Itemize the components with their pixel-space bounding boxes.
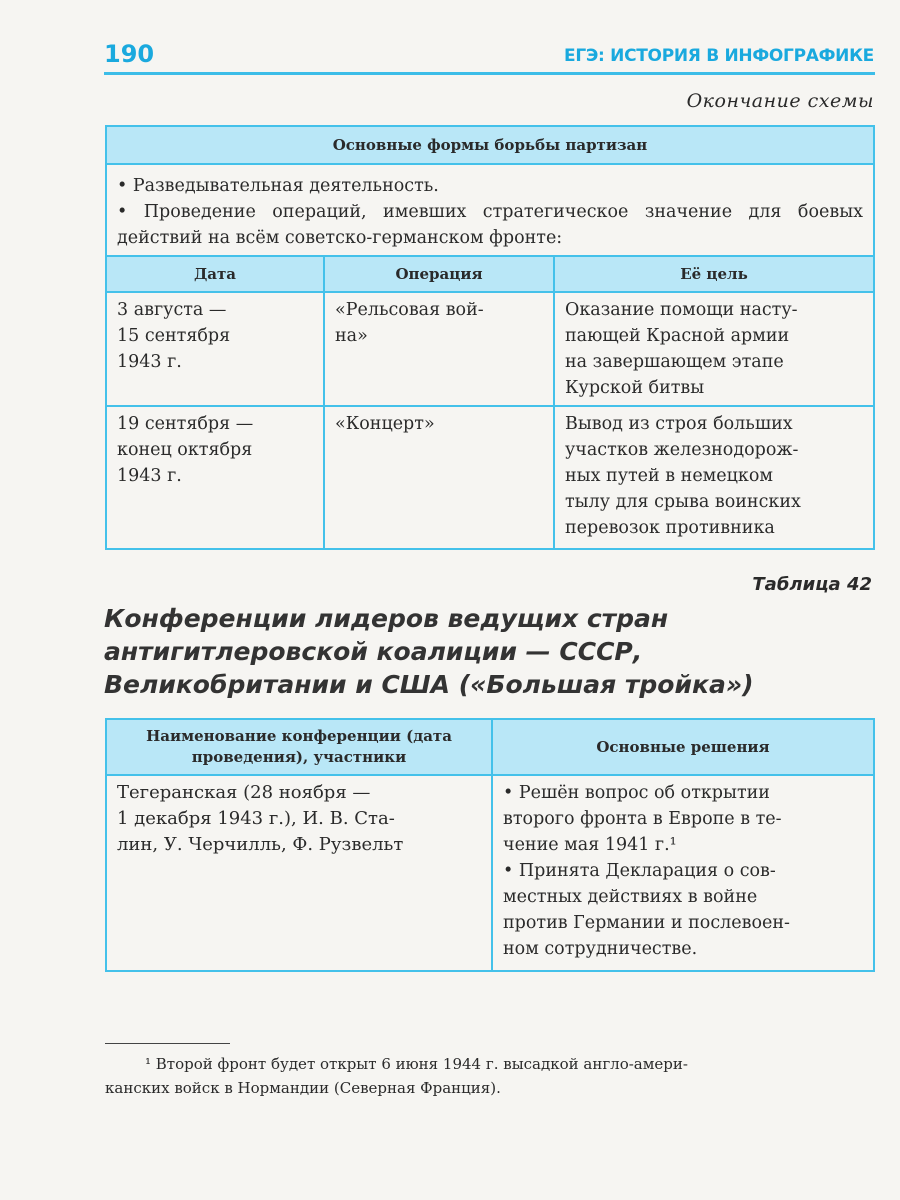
- goal-cell: Оказание помощи насту- пающей Красной армии на завершающем этапе Курской битвы: [554, 292, 874, 406]
- table-row: [106, 292, 874, 406]
- date-cell: 19 сентября — конец октября 1943 г.: [106, 406, 324, 549]
- conferences-table: [105, 718, 875, 972]
- partisan-scheme-table: [105, 125, 875, 550]
- footnote-divider: [105, 1043, 230, 1044]
- scheme-bullets: [106, 164, 874, 256]
- operation-cell: «Рельсовая вой- на»: [324, 292, 554, 406]
- column-header-date: Дата: [106, 256, 324, 292]
- header-divider: [104, 72, 875, 75]
- running-title: ЕГЭ: ИСТОРИЯ В ИНФОГРАФИКЕ: [564, 46, 874, 66]
- table-label: Таблица 42: [752, 574, 872, 595]
- operation-cell: «Концерт»: [324, 406, 554, 549]
- column-header-conference: Наименование конференции (дата проведения), участники: [106, 719, 492, 775]
- table-title: Конференции лидеров ведущих стран антигитлеровской коалиции — СССР, Великобритании и США («Большая тройка»): [104, 604, 754, 699]
- column-header-goal: Её цель: [554, 256, 874, 292]
- column-header-decisions: Основные решения: [492, 719, 874, 775]
- column-header-operation: Операция: [324, 256, 554, 292]
- bullet-item: • Проведение операций, имевших стратегическое значение для боевых действий на всём советско-германском фронте:: [117, 202, 863, 248]
- footnote: ¹ Второй фронт будет открыт 6 июня 1944 г. высадкой англо-амери- канских войск в Нормандии (Северная Франция).: [105, 1055, 688, 1097]
- table-row: [106, 775, 874, 971]
- decisions-cell: • Решён вопрос об открытии второго фронта в Европе в те- чение мая 1941 г.¹ • Принята Декларация о сов- местных действиях в войне против Германии и послевоен- ном сотрудничестве.: [492, 775, 874, 971]
- table-row: [106, 406, 874, 549]
- goal-cell: Вывод из строя больших участков железнодорож- ных путей в немецком тылу для срыва воинских перевозок противника: [554, 406, 874, 549]
- conference-cell: Тегеранская (28 ноября — 1 декабря 1943 г.), И. В. Ста- лин, У. Черчилль, Ф. Рузвельт: [106, 775, 492, 971]
- page-number: 190: [104, 40, 155, 68]
- scheme-title: Основные формы борьбы партизан: [106, 126, 874, 164]
- bullet-item: • Разведывательная деятельность.: [117, 176, 439, 196]
- continuation-label: Окончание схемы: [686, 90, 874, 112]
- date-cell: 3 августа — 15 сентября 1943 г.: [106, 292, 324, 406]
